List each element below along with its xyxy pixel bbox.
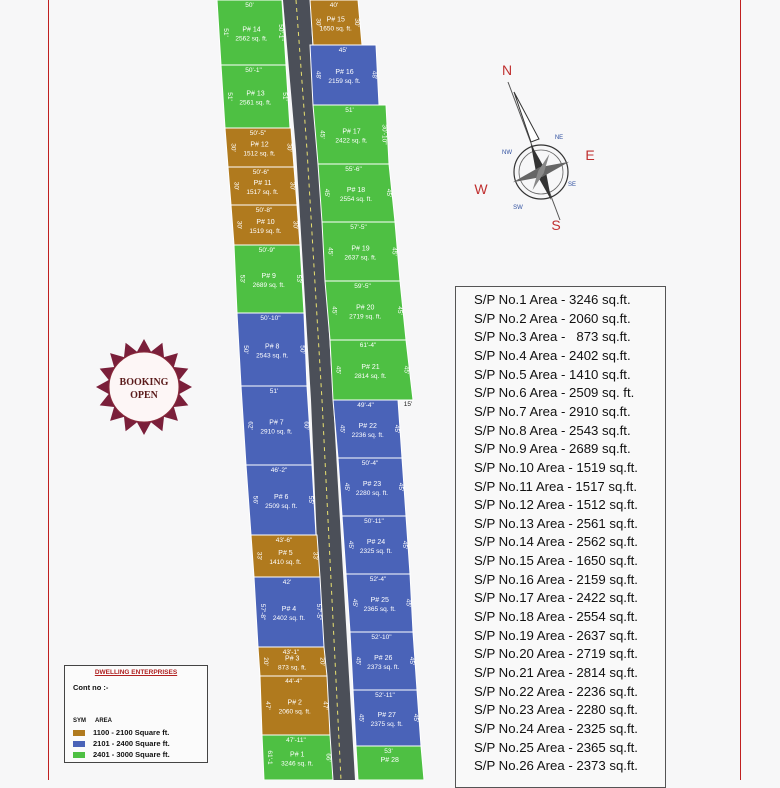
plot-number: P# 5 (278, 550, 293, 557)
plot-16 (310, 45, 379, 105)
plot-right-dimension: 53' (295, 274, 302, 284)
plot-number: P# 2 (287, 699, 302, 707)
plot-top-dimension: 53' (384, 748, 393, 755)
area-list-item: S/P No.13 Area - 2561 sq.ft. (474, 515, 638, 531)
plot-top-dimension: 44'-4" (285, 678, 302, 685)
plot-area-label: 2159 sq. ft. (328, 78, 361, 85)
plot-area-label: 3246 sq. ft. (281, 760, 314, 768)
plot-left-dimension: 30' (314, 18, 322, 27)
legend-sym-header: SYM (73, 718, 87, 724)
area-list-item: S/P No.23 Area - 2280 sq.ft. (474, 702, 638, 718)
plot-number: P# 22 (358, 423, 377, 430)
plot-area-label: 2402 sq. ft. (272, 615, 306, 622)
plot-right-dimension: 30' (285, 143, 293, 152)
plot-top-dimension: 52'-4" (369, 576, 387, 583)
plot-area-label: 2236 sq. ft. (351, 432, 384, 439)
plot-right-dimension: 45' (393, 424, 400, 434)
plot-28 (356, 746, 424, 780)
plot-number: P# 8 (265, 343, 280, 351)
plot-left-dimension: 61'-1 (266, 750, 273, 765)
legend-box (64, 665, 208, 763)
area-list-item: S/P No.24 Area - 2325 sq.ft. (474, 720, 638, 736)
plot-number: P# 12 (250, 141, 269, 149)
plot-right-dimension: 47' (321, 701, 329, 710)
plot-area-label: 2373 sq. ft. (367, 664, 400, 671)
plot-left-dimension: 62' (246, 421, 254, 430)
plot-17 (313, 105, 389, 164)
plot-number: P# 7 (269, 419, 284, 427)
plot-area-label: 2910 sq. ft. (260, 428, 293, 436)
plot-22 (333, 400, 402, 458)
legend-swatch (73, 752, 85, 758)
plot-number: P# 18 (346, 187, 366, 194)
area-list-item: S/P No.15 Area - 1650 sq.ft. (474, 553, 638, 569)
plot-right-dimension: 30' (291, 220, 299, 230)
plot-number: P# 19 (351, 245, 370, 253)
plot-area-label: 1519 sq. ft. (249, 228, 282, 235)
legend-contact: Cont no :- (73, 683, 109, 692)
plot-top-dimension: 50'-8" (255, 207, 273, 214)
area-list-item: S/P No.7 Area - 2910 sq.ft. (474, 403, 631, 419)
plot-area-list (455, 286, 666, 788)
plot-1 (217, 0, 286, 65)
plot-top-dimension: 47'-11" (286, 737, 306, 744)
plot-number: P# 15 (326, 16, 345, 24)
plot-area-label: 2375 sq. ft. (370, 721, 403, 728)
plot-top-dimension: 59'-5" (354, 283, 371, 290)
plot-24 (342, 516, 410, 574)
plot-number: P# 9 (261, 273, 276, 280)
plot-number: P# 6 (274, 494, 289, 501)
plot-left-dimension: 51' (226, 92, 233, 101)
plot-left-dimension: 30' (229, 143, 237, 152)
plot-right-dimension: 20' (318, 657, 326, 666)
plot-11 (254, 577, 324, 647)
area-list-item: S/P No.14 Area - 2562 sq.ft. (474, 534, 638, 550)
area-list-item: S/P No.1 Area - 3246 sq.ft. (474, 292, 631, 307)
plot-left-dimension: 51' (222, 28, 229, 37)
plot-right-dimension: 45' (397, 482, 404, 492)
plot-area-label: 2561 sq. ft. (239, 99, 272, 107)
plot-area-label: 2509 sq. ft. (265, 503, 298, 510)
plot-left-dimension: 45' (343, 482, 350, 492)
plot-area-label: 2543 sq. ft. (256, 352, 289, 360)
extra-dimension: 15' (403, 401, 413, 408)
plot-left-dimension: 45' (357, 713, 365, 723)
area-list-item: S/P No.17 Area - 2422 sq.ft. (474, 590, 638, 606)
area-list-item: S/P No.12 Area - 1512 sq.ft. (474, 497, 638, 513)
area-list-item: S/P No.10 Area - 1519 sq.ft. (474, 459, 638, 475)
plot-number: P# 17 (342, 128, 361, 136)
legend-label: 1100 - 2100 Square ft. (93, 728, 170, 737)
plot-top-dimension: 50' (245, 2, 254, 9)
plot-area-label: 2280 sq. ft. (355, 490, 389, 497)
area-list-item: S/P No.16 Area - 2159 sq.ft. (474, 571, 638, 587)
plot-area-label: 1512 sq. ft. (243, 150, 276, 158)
plot-number: P# 13 (246, 90, 265, 98)
plot-2 (221, 65, 290, 128)
area-list-item: S/P No.26 Area - 2373 sq.ft. (474, 758, 638, 774)
area-list-item: S/P No.25 Area - 2365 sq.ft. (474, 739, 638, 755)
plot-right-dimension: 30' (353, 18, 360, 27)
area-list-item: S/P No.5 Area - 1410 sq.ft. (474, 366, 631, 382)
plot-area-label: 2562 sq. ft. (235, 35, 268, 43)
plot-top-dimension: 43'-6" (275, 537, 293, 544)
booking-text-line2: OPEN (130, 390, 158, 401)
plot-left-dimension: 48' (314, 70, 322, 80)
plot-number: P# 25 (370, 597, 389, 604)
plot-left-dimension: 45' (347, 540, 354, 550)
compass-west-label: W (474, 181, 488, 197)
plot-right-dimension: 51' (281, 92, 288, 101)
plot-number: P# 16 (335, 69, 354, 76)
plot-23 (338, 458, 406, 516)
plot-left-dimension: 33' (255, 551, 263, 561)
plot-13 (260, 676, 330, 735)
plot-3 (225, 128, 294, 167)
plot-top-dimension: 55'-6" (345, 166, 362, 173)
plot-top-dimension: 50'-4" (361, 460, 379, 467)
plot-right-dimension: 45' (385, 188, 392, 198)
plot-left-dimension: 30' (232, 181, 240, 191)
plot-number: P# 24 (366, 539, 386, 546)
plot-top-dimension: 49'-4" (357, 402, 374, 409)
plot-top-dimension: 51' (345, 107, 354, 114)
plot-right-dimension: 45' (401, 540, 408, 550)
plot-right-dimension: 45' (402, 365, 410, 375)
plot-number: P# 21 (361, 364, 380, 371)
plot-left-dimension: 45' (330, 306, 338, 315)
plot-number: P# 28 (380, 757, 399, 764)
area-list-item: S/P No.3 Area - 873 sq.ft. (474, 329, 631, 345)
plot-5 (231, 205, 300, 245)
plot-26 (350, 632, 417, 690)
plot-top-dimension: 50'-6" (252, 169, 270, 176)
area-list-item: S/P No.18 Area - 2554 sq.ft. (474, 609, 638, 625)
plot-area-label: 1410 sq. ft. (269, 559, 302, 566)
plot-area-label: 2814 sq. ft. (354, 373, 387, 380)
plot-12 (258, 647, 327, 676)
plot-27 (353, 690, 421, 746)
plot-number: P# 23 (362, 481, 382, 488)
compass-ne-label: NE (554, 135, 564, 141)
plot-19 (322, 222, 400, 281)
plot-area-label: 2689 sq. ft. (252, 282, 285, 289)
plot-right-dimension: 45' (390, 247, 398, 256)
plot-right-dimension: 66' (324, 753, 332, 762)
plot-number: P# 1 (290, 751, 305, 759)
area-list-item: S/P No.11 Area - 1517 sq.ft. (474, 478, 637, 494)
compass-east-label: E (585, 147, 595, 163)
legend-swatch (73, 741, 85, 747)
compass-nw-label: NW (502, 150, 512, 156)
plot-left-dimension: 45' (334, 365, 342, 375)
area-list-item: S/P No.19 Area - 2637 sq.ft. (474, 627, 638, 643)
plot-right-dimension: 33' (311, 551, 319, 561)
plot-area-label: 2365 sq. ft. (363, 606, 396, 613)
plot-left-dimension: 45' (338, 424, 346, 434)
plot-top-dimension: 40' (329, 2, 339, 9)
compass-se-label: SE (567, 182, 577, 188)
plot-18 (318, 164, 395, 222)
area-list-item: S/P No.20 Area - 2719 sq.ft. (474, 646, 638, 662)
booking-open-badge (96, 339, 192, 435)
plot-15 (310, 0, 362, 45)
area-list-item: S/P No.2 Area - 2060 sq.ft. (474, 310, 631, 326)
plot-left-dimension: 20' (262, 657, 269, 666)
plot-4 (228, 167, 297, 205)
plot-top-dimension: 51' (269, 388, 279, 395)
plot-9 (246, 465, 316, 535)
plot-number: P# 20 (356, 304, 375, 312)
plot-right-dimension: 50' (298, 345, 306, 354)
plot-left-dimension: 45' (351, 598, 358, 608)
plot-top-dimension: 45' (338, 47, 348, 54)
plot-number: P# 3 (285, 655, 300, 663)
plot-area-label: 1650 sq. ft. (319, 25, 352, 33)
plot-8 (241, 386, 312, 465)
north-pointer (514, 92, 539, 142)
plot-top-dimension: 50'-9" (258, 247, 276, 254)
plot-25 (346, 574, 413, 632)
plot-area-label: 873 sq. ft. (277, 664, 307, 672)
compass-sw-label: SW (513, 205, 523, 211)
plot-top-dimension: 50'-1" (245, 67, 262, 74)
plot-21 (330, 340, 413, 400)
plot-right-dimension: 30' (288, 181, 296, 191)
plot-right-dimension: 30'-10" (380, 124, 388, 145)
plot-area-label: 2422 sq. ft. (335, 137, 368, 145)
plot-left-dimension: 45' (323, 188, 330, 198)
plot-top-dimension: 50'-5" (249, 130, 267, 137)
plot-left-dimension: 30' (235, 220, 243, 230)
plot-number: P# 10 (256, 219, 275, 226)
plot-10 (251, 535, 320, 577)
plot-20 (325, 281, 406, 340)
plot-right-dimension: 45' (408, 656, 415, 666)
plot-top-dimension: 61'-4" (359, 342, 377, 349)
plot-right-dimension: 45' (412, 713, 419, 723)
legend-label: 2101 - 2400 Square ft. (93, 739, 170, 748)
plot-left-dimension: 50' (242, 345, 249, 354)
plot-top-dimension: 42' (282, 579, 292, 586)
plot-6 (234, 245, 304, 313)
plot-area-label: 2060 sq. ft. (278, 708, 311, 716)
plot-right-dimension: 57'-5" (315, 603, 322, 621)
plot-number: P# 26 (374, 655, 393, 662)
plot-left-dimension: 45' (354, 656, 362, 666)
area-list-item: S/P No.22 Area - 2236 sq.ft. (474, 683, 638, 699)
plot-area-label: 2719 sq. ft. (349, 313, 382, 321)
legend-area-header: AREA (95, 718, 113, 724)
legend-swatch (73, 730, 85, 736)
booking-text-line1: BOOKING (119, 377, 169, 388)
plot-right-dimension: 48' (370, 70, 378, 80)
plot-top-dimension: 57'-5" (350, 224, 367, 231)
area-list-item: S/P No.21 Area - 2814 sq.ft. (474, 665, 638, 680)
plot-right-dimension: 45' (404, 598, 412, 608)
plot-top-dimension: 46'-2" (270, 467, 288, 474)
plot-left-dimension: 56' (251, 495, 259, 505)
plot-number: P# 27 (377, 712, 396, 719)
plot-area-label: 2637 sq. ft. (344, 254, 377, 262)
compass-north-label: N (501, 62, 513, 78)
plot-top-dimension: 52'-10" (371, 634, 392, 641)
plot-number: P# 11 (253, 180, 272, 187)
area-list-item: S/P No.4 Area - 2402 sq.ft. (474, 347, 631, 363)
plot-14 (262, 735, 333, 780)
plot-right-dimension: 45' (396, 306, 403, 315)
plot-left-dimension: 45' (326, 247, 334, 256)
area-list-item: S/P No.6 Area - 2509 sq. ft. (474, 385, 635, 401)
area-list-item: S/P No.9 Area - 2689 sq.ft. (474, 441, 631, 457)
legend-title: DWELLING ENTERPRISES (94, 669, 178, 676)
plot-right-dimension: 60' (302, 421, 310, 430)
plot-left-dimension: 45' (318, 130, 326, 139)
plot-7 (237, 313, 307, 386)
plot-left-dimension: 53' (238, 274, 246, 284)
plot-left-dimension: 57'-8" (259, 603, 266, 621)
plot-left-dimension: 47' (264, 701, 271, 710)
plot-area-label: 2554 sq. ft. (339, 196, 373, 203)
compass-south-label: S (551, 217, 561, 233)
plot-top-dimension: 52'-11" (375, 692, 395, 699)
plot-top-dimension: 50'-11" (364, 518, 384, 525)
plot-top-dimension: 43'-1" (282, 649, 300, 656)
plot-number: P# 4 (281, 606, 297, 613)
plot-right-dimension: 55' (307, 495, 314, 505)
plot-area-label: 2325 sq. ft. (359, 548, 393, 555)
area-list-item: S/P No.8 Area - 2543 sq.ft. (474, 422, 631, 438)
legend-label: 2401 - 3000 Square ft. (93, 750, 170, 759)
plot-number: P# 14 (242, 26, 261, 34)
compass-rose (474, 62, 594, 233)
plot-area-label: 1517 sq. ft. (246, 189, 279, 196)
plot-top-dimension: 50'-10" (260, 315, 281, 322)
plot-right-dimension: 50'-1" (277, 24, 284, 41)
